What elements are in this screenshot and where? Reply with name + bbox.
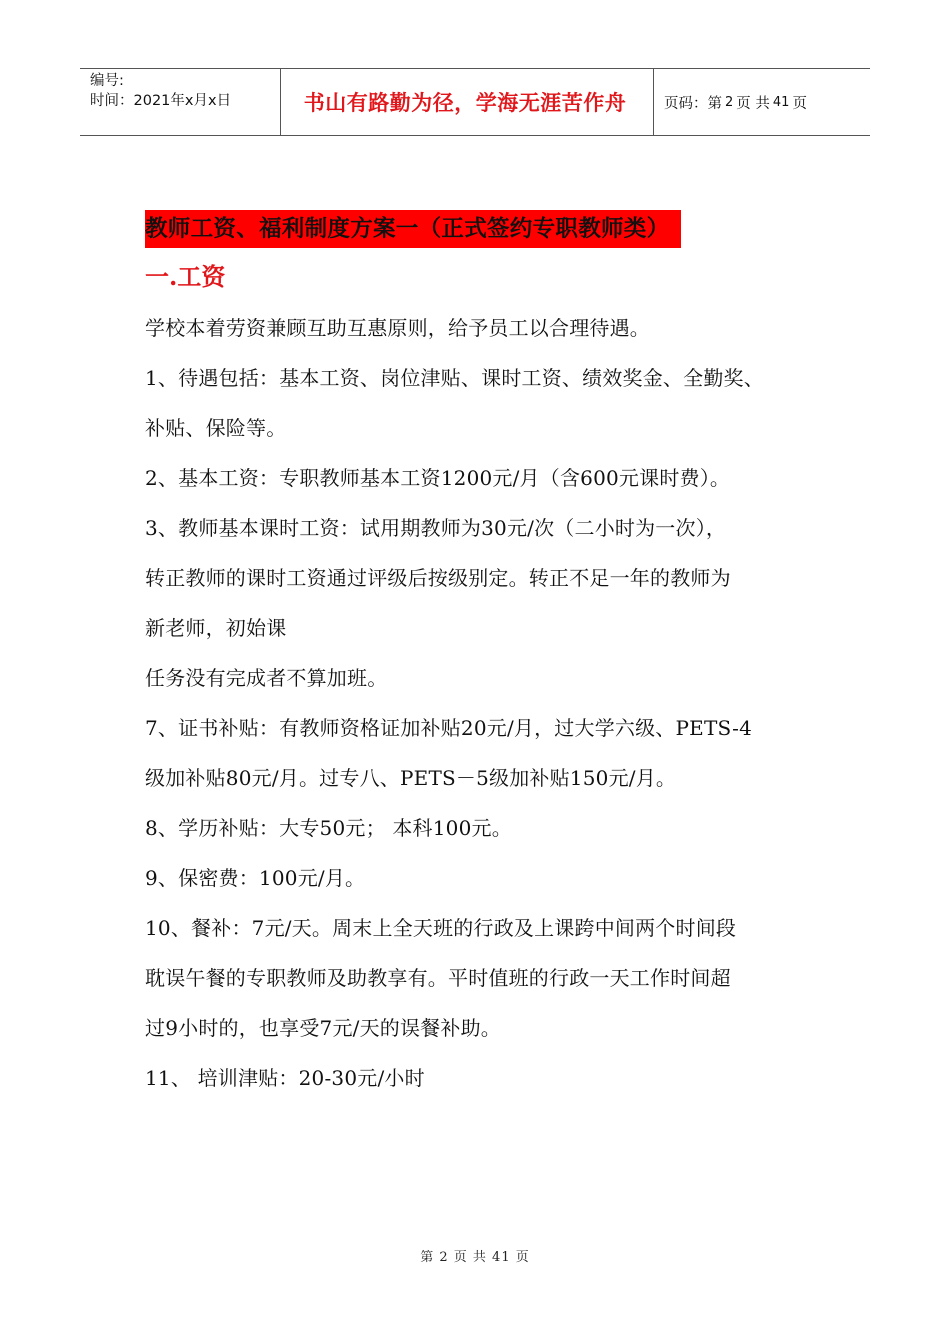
paragraph-line: 转正教师的课时工资通过评级后按级别定。转正不足一年的教师为	[145, 566, 731, 590]
paragraph-line: 1、待遇包括：基本工资、岗位津贴、课时工资、绩效奖金、全勤奖、	[145, 366, 764, 390]
paragraph-line: 9、保密费：100元/月。	[145, 866, 366, 890]
paragraph-line: 耽误午餐的专职教师及助教享有。平时值班的行政一天工作时间超	[145, 966, 731, 990]
paragraph-line: 新老师，初始课	[145, 616, 287, 640]
paragraph-line: 8、学历补贴：大专50元； 本科100元。	[145, 816, 512, 840]
document-title: 教师工资、福利制度方案一（正式签约专职教师类）	[145, 210, 681, 248]
paragraph-line: 2、基本工资：专职教师基本工资1200元/月（含600元课时费）。	[145, 466, 731, 490]
header-info-cell	[80, 69, 281, 135]
page-prefix: 页码：第	[664, 95, 722, 112]
section-heading: 一.工资	[145, 262, 226, 291]
paragraph-line: 补贴、保险等。	[145, 416, 287, 440]
header-motto: 书山有路勤为径，学海无涯苦作舟	[303, 90, 627, 115]
paragraph-line: 过9小时的，也享受7元/天的误餐补助。	[145, 1016, 501, 1040]
paragraph-line: 10、餐补：7元/天。周末上全天班的行政及上课跨中间两个时间段	[145, 916, 737, 940]
serial-number-label: 编号:	[90, 73, 124, 89]
document-body	[145, 210, 845, 1103]
page-current: 2	[725, 94, 734, 110]
paragraph-line: 任务没有完成者不算加班。	[145, 666, 388, 690]
header-page-cell	[654, 69, 870, 135]
page-suffix: 页	[792, 95, 807, 112]
page-footer: 第 2 页 共 41 页	[420, 1250, 530, 1265]
paragraph-line: 11、 培训津贴：20-30元/小时	[145, 1066, 425, 1090]
page-mid: 页 共	[736, 95, 770, 112]
paragraph-line: 3、教师基本课时工资：试用期教师为30元/次（二小时为一次），	[145, 516, 727, 540]
date-text: 时间：2021年x月x日	[90, 93, 232, 109]
page-total: 41	[772, 94, 790, 110]
page-header-table	[80, 68, 870, 136]
paragraph-line: 学校本着劳资兼顾互助互惠原则，给予员工以合理待遇。	[145, 316, 650, 340]
paragraph-line: 级加补贴80元/月。过专八、PETS－5级加补贴150元/月。	[145, 766, 677, 790]
paragraph-line: 7、证书补贴：有教师资格证加补贴20元/月，过大学六级、PETS-4	[145, 716, 753, 740]
header-motto-cell	[281, 69, 654, 135]
